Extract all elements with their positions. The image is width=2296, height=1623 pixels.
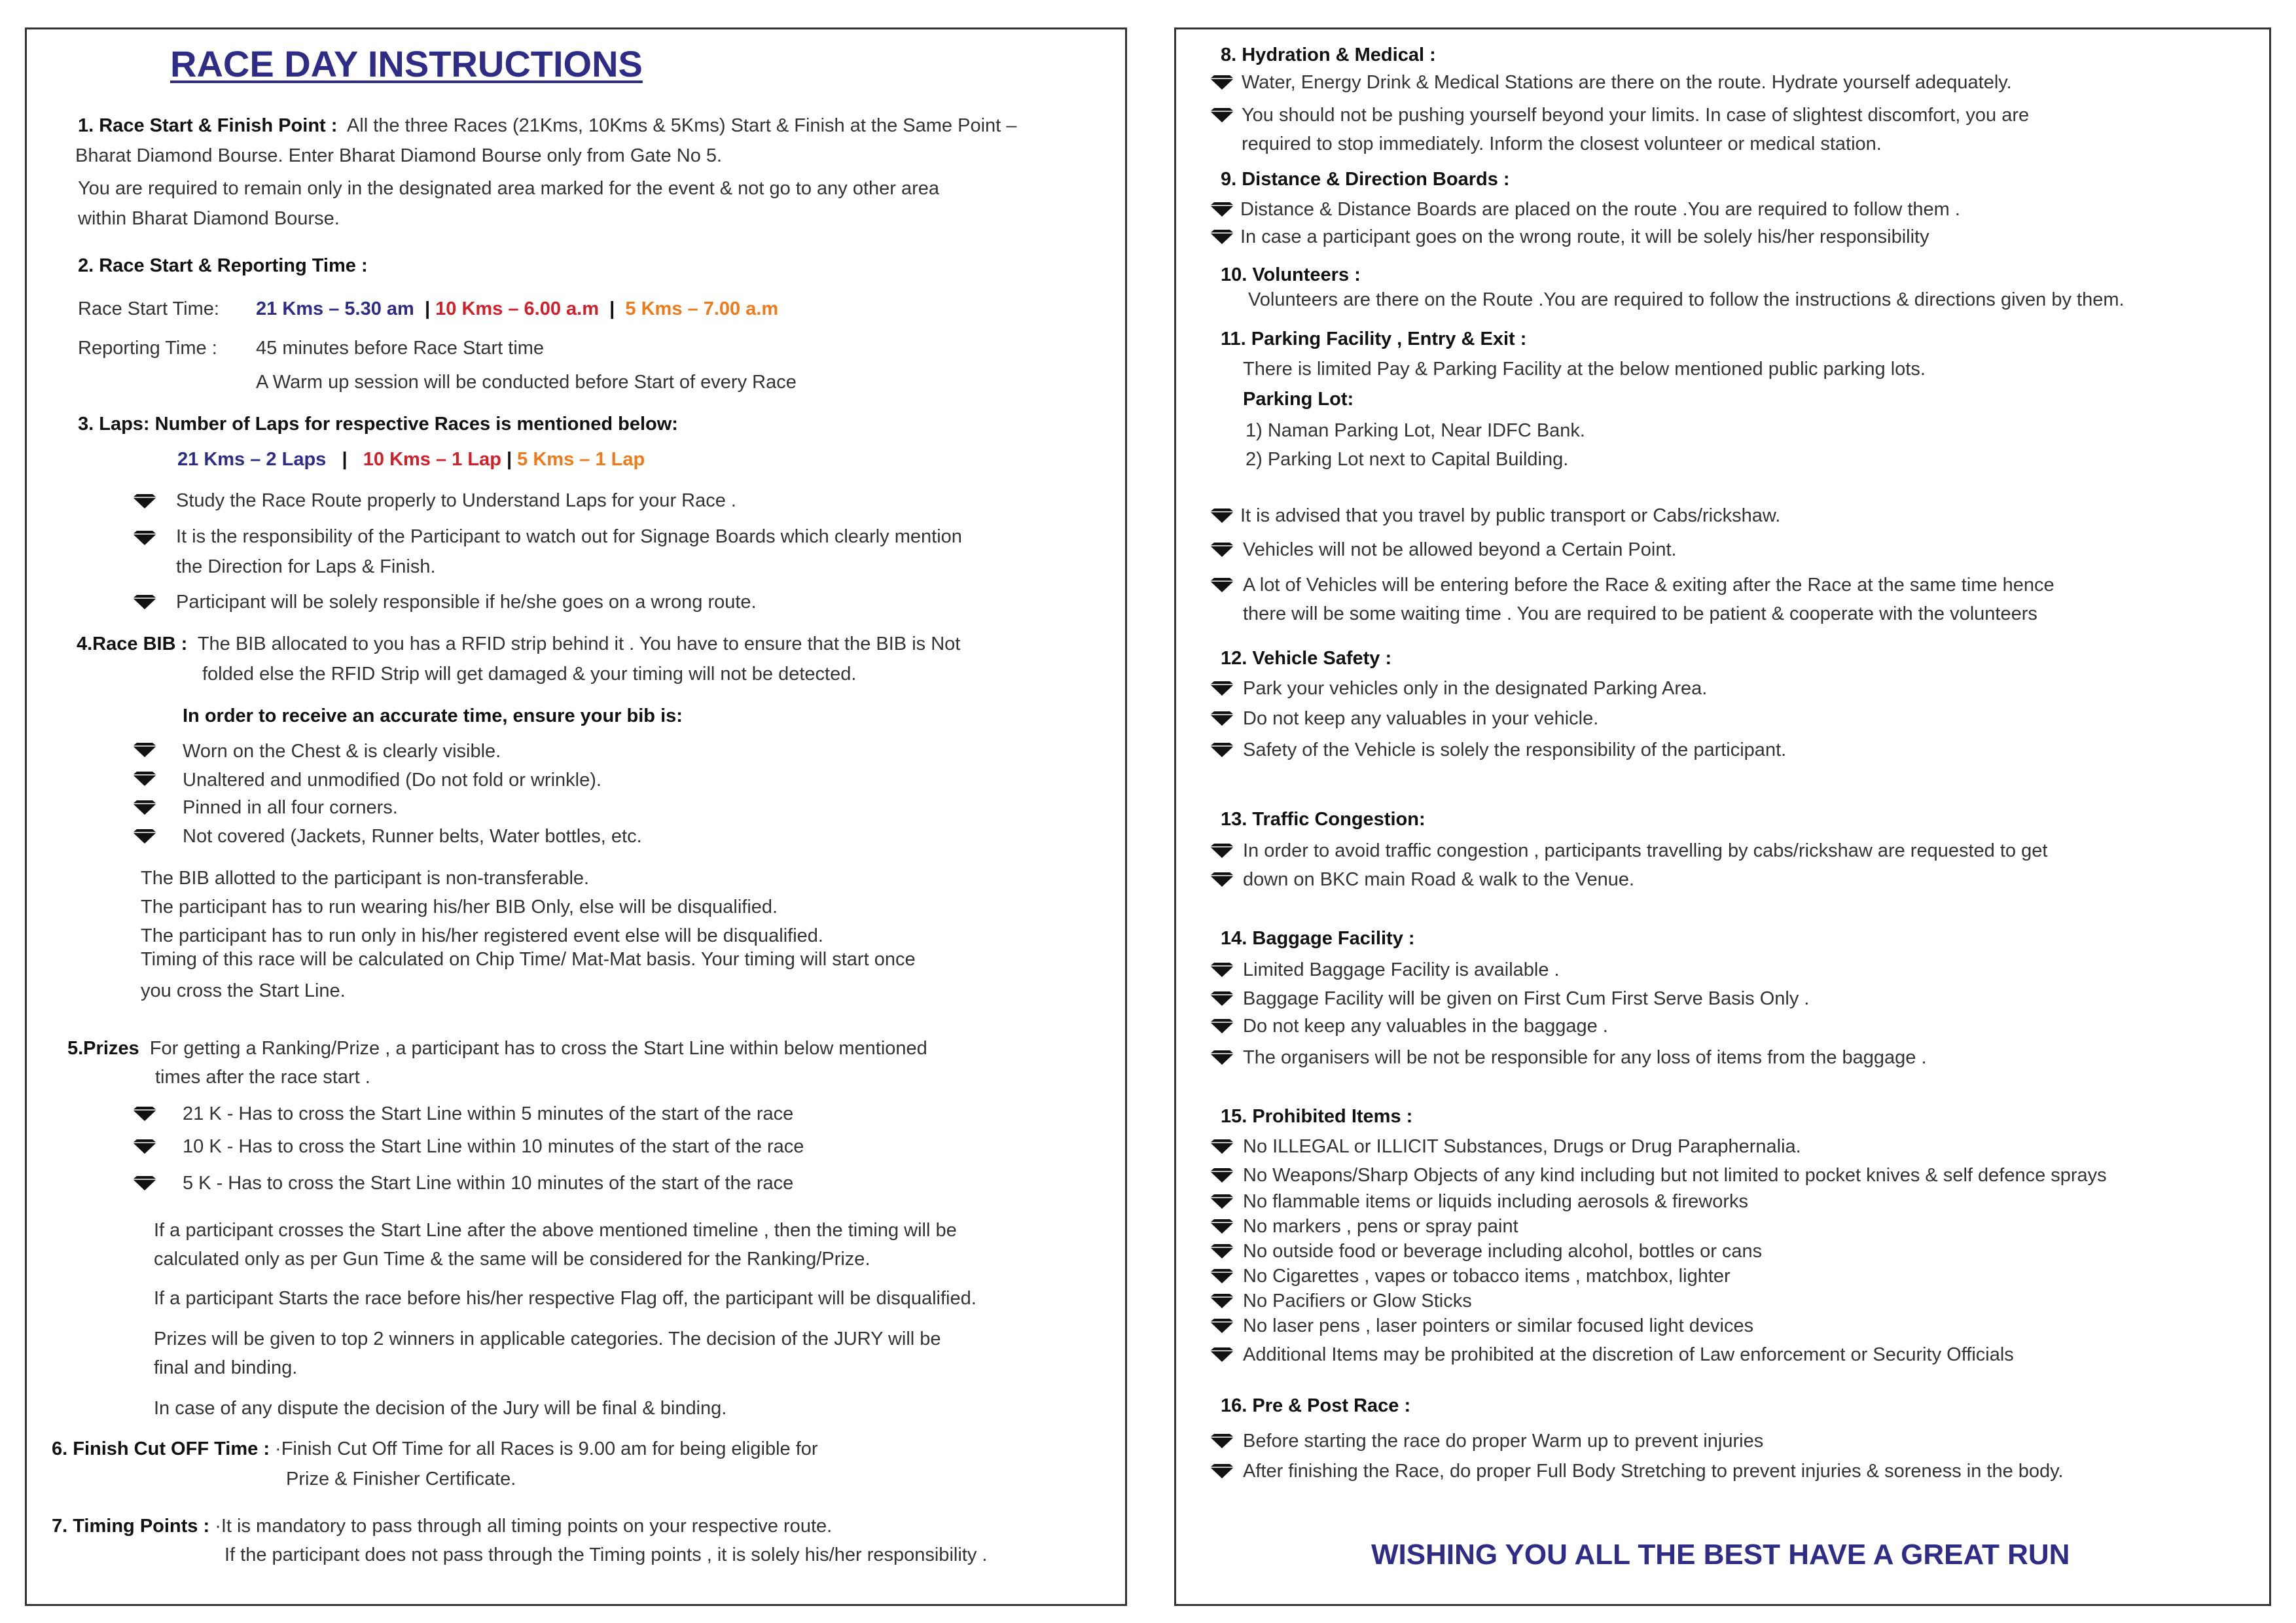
section-2-heading: 2. Race Start & Reporting Time : xyxy=(78,255,368,276)
diamond-icon xyxy=(133,800,156,815)
prize-para-1b: calculated only as per Gun Time & the same will be considered for the Ranking/Prize. xyxy=(154,1249,870,1270)
diamond-icon xyxy=(1210,872,1234,887)
baggage-bullet-3: Do not keep any valuables in the baggage . xyxy=(1243,1016,1608,1037)
diamond-icon xyxy=(133,1107,156,1121)
section-14-heading: 14. Baggage Facility : xyxy=(1221,928,1415,949)
prize-bullet-3: 5 K - Has to cross the Start Line within 10 minutes of the start of the race xyxy=(183,1173,794,1194)
section-1-line2: Bharat Diamond Bourse. Enter Bharat Diamond Bourse only from Gate No 5. xyxy=(75,145,723,166)
prize-para-3b: final and binding. xyxy=(154,1357,298,1378)
section-11-heading: 11. Parking Facility , Entry & Exit : xyxy=(1221,329,1527,349)
diamond-icon xyxy=(1210,743,1234,757)
laps-bullet-2a: It is the responsibility of the Participant to watch out for Signage Boards which clearly mention xyxy=(176,526,962,547)
bib-note-4: Timing of this race will be calculated on Chip Time/ Mat-Mat basis. Your timing will start once xyxy=(141,949,916,970)
hydration-bullet-2a: You should not be pushing yourself beyond your limits. In case of slightest discomfort, you are xyxy=(1242,105,2030,126)
diamond-icon xyxy=(1210,1050,1234,1065)
section-9-heading: 9. Distance & Direction Boards : xyxy=(1221,169,1510,190)
reporting-value: 45 minutes before Race Start time xyxy=(256,338,545,359)
bib-bullet-1: Worn on the Chest & is clearly visible. xyxy=(183,741,501,762)
prohibited-item: No outside food or beverage including alcohol, bottles or cans xyxy=(1243,1241,1763,1262)
bib-note-1: The BIB allotted to the participant is non-transferable. xyxy=(141,868,590,889)
parking-bullet-2: Vehicles will not be allowed beyond a Certain Point. xyxy=(1243,539,1677,560)
parking-lot-label: Parking Lot: xyxy=(1243,389,1354,410)
left-panel xyxy=(25,27,1127,1606)
parking-bullet-3a: A lot of Vehicles will be entering before the Race & exiting after the Race at the same time hence xyxy=(1243,575,2054,596)
section-5-line1: 5.Prizes For getting a Ranking/Prize , a participant has to cross the Start Line within below mentioned xyxy=(67,1038,927,1059)
bib-bullet-3: Pinned in all four corners. xyxy=(183,797,398,818)
parking-lot-2: 2) Parking Lot next to Capital Building. xyxy=(1246,449,1569,470)
section-6-line1: 6. Finish Cut OFF Time : ·Finish Cut Off Time for all Races is 9.00 am for being eligible for xyxy=(52,1438,818,1459)
baggage-bullet-4: The organisers will be not be responsible for any loss of items from the baggage . xyxy=(1243,1047,1927,1068)
diamond-icon xyxy=(1210,108,1234,122)
diamond-icon xyxy=(1210,1244,1234,1258)
parking-lot-1: 1) Naman Parking Lot, Near IDFC Bank. xyxy=(1246,420,1585,441)
distance-bullet-1: Distance & Distance Boards are placed on the route .You are required to follow them . xyxy=(1240,199,1960,220)
diamond-icon xyxy=(1210,1319,1234,1333)
prize-para-3a: Prizes will be given to top 2 winners in applicable categories. The decision of the JURY will be xyxy=(154,1329,941,1349)
volunteers-line: Volunteers are there on the Route .You are required to follow the instructions & directions given by them. xyxy=(1248,289,2125,310)
laps-bullet-1: Study the Race Route properly to Understand Laps for your Race . xyxy=(176,490,736,511)
distance-bullet-2: In case a participant goes on the wrong route, it will be solely his/her responsibility xyxy=(1240,226,1929,247)
baggage-bullet-2: Baggage Facility will be given on First Cum First Serve Basis Only . xyxy=(1243,988,1810,1009)
section-16-heading: 16. Pre & Post Race : xyxy=(1221,1395,1411,1416)
prize-para-2: If a participant Starts the race before his/her respective Flag off, the participant will be disqualified. xyxy=(154,1288,977,1309)
diamond-icon xyxy=(1210,1194,1234,1209)
diamond-icon xyxy=(1210,543,1234,557)
race-start-times: 21 Kms – 5.30 am | 10 Kms – 6.00 a.m | 5 Kms – 7.00 a.m xyxy=(256,298,779,319)
diamond-icon xyxy=(1210,1219,1234,1234)
section-3-heading: 3. Laps: Number of Laps for respective Races is mentioned below: xyxy=(78,414,678,435)
diamond-icon xyxy=(133,743,156,757)
diamond-icon xyxy=(1210,202,1234,217)
prohibited-item: No flammable items or liquids including aerosols & fireworks xyxy=(1243,1191,1749,1212)
diamond-icon xyxy=(1210,844,1234,858)
diamond-icon xyxy=(1210,1269,1234,1283)
right-panel xyxy=(1174,27,2271,1606)
bib-bullet-4: Not covered (Jackets, Runner belts, Water bottles, etc. xyxy=(183,826,642,847)
prohibited-item: No Pacifiers or Glow Sticks xyxy=(1243,1291,1472,1311)
hydration-bullet-2b: required to stop immediately. Inform the closest volunteer or medical station. xyxy=(1242,134,1882,154)
section-1-line3: You are required to remain only in the designated area marked for the event & not go to any other area xyxy=(78,178,940,199)
laps-list: 21 Kms – 2 Laps | 10 Kms – 1 Lap | 5 Kms – 1 Lap xyxy=(177,449,645,470)
laps-bullet-3: Participant will be solely responsible if he/she goes on a wrong route. xyxy=(176,592,757,613)
page-title: RACE DAY INSTRUCTIONS xyxy=(170,43,643,84)
parking-bullet-1: It is advised that you travel by public transport or Cabs/rickshaw. xyxy=(1240,505,1781,526)
prize-bullet-2: 10 K - Has to cross the Start Line within 10 minutes of the start of the race xyxy=(183,1136,804,1157)
baggage-bullet-1: Limited Baggage Facility is available . xyxy=(1243,959,1560,980)
prohibited-item: No Weapons/Sharp Objects of any kind including but not limited to pocket knives & self defence sprays xyxy=(1243,1165,2107,1186)
bib-bullet-2: Unaltered and unmodified (Do not fold or wrinkle). xyxy=(183,770,601,791)
prohibited-item: No Cigarettes , vapes or tobacco items , matchbox, lighter xyxy=(1243,1266,1731,1287)
prohibited-item: No ILLEGAL or ILLICIT Substances, Drugs or Drug Paraphernalia. xyxy=(1243,1136,1801,1157)
prize-bullet-1: 21 K - Has to cross the Start Line within 5 minutes of the start of the race xyxy=(183,1103,794,1124)
bib-note-2: The participant has to run wearing his/her BIB Only, else will be disqualified. xyxy=(141,897,778,918)
diamond-icon xyxy=(133,494,156,508)
parking-bullet-3b: there will be some waiting time . You are required to be patient & cooperate with the volunteers xyxy=(1243,603,2037,624)
diamond-icon xyxy=(133,829,156,844)
section-12-heading: 12. Vehicle Safety : xyxy=(1221,648,1392,669)
diamond-icon xyxy=(1210,1168,1234,1183)
section-1-line4: within Bharat Diamond Bourse. xyxy=(78,208,340,229)
hydration-bullet-1: Water, Energy Drink & Medical Stations are there on the route. Hydrate yourself adequately. xyxy=(1242,72,2012,93)
diamond-icon xyxy=(1210,1294,1234,1308)
diamond-icon xyxy=(133,1176,156,1190)
parking-line: There is limited Pay & Parking Facility at the below mentioned public parking lots. xyxy=(1243,359,1926,380)
diamond-icon xyxy=(133,595,156,609)
vehicle-bullet-1: Park your vehicles only in the designated Parking Area. xyxy=(1243,678,1708,699)
diamond-icon xyxy=(1210,1464,1234,1478)
diamond-icon xyxy=(133,531,156,545)
diamond-icon xyxy=(1210,230,1234,244)
diamond-icon xyxy=(1210,963,1234,977)
section-6-line2: Prize & Finisher Certificate. xyxy=(286,1469,516,1489)
diamond-icon xyxy=(133,772,156,786)
prize-para-4: In case of any dispute the decision of the Jury will be final & binding. xyxy=(154,1398,727,1419)
vehicle-bullet-2: Do not keep any valuables in your vehicle. xyxy=(1243,708,1599,729)
diamond-icon xyxy=(1210,578,1234,592)
diamond-icon xyxy=(1210,1434,1234,1448)
diamond-icon xyxy=(1210,75,1234,90)
race-start-label: Race Start Time: xyxy=(78,298,219,319)
pre-post-bullet-2: After finishing the Race, do proper Full Body Stretching to prevent injuries & soreness in the body. xyxy=(1243,1461,2064,1482)
bib-subheading: In order to receive an accurate time, ensure your bib is: xyxy=(183,705,683,726)
section-4-line1: 4.Race BIB : The BIB allocated to you has a RFID strip behind it . You have to ensure that the BIB is Not xyxy=(77,633,961,654)
section-10-heading: 10. Volunteers : xyxy=(1221,264,1361,285)
prohibited-item: Additional Items may be prohibited at the discretion of Law enforcement or Security Officials xyxy=(1243,1344,2014,1365)
diamond-icon xyxy=(1210,991,1234,1006)
warmup-note: A Warm up session will be conducted before Start of every Race xyxy=(256,372,797,393)
traffic-bullet-1: In order to avoid traffic congestion , participants travelling by cabs/rickshaw are requested to get xyxy=(1243,840,2048,861)
diamond-icon xyxy=(1210,1347,1234,1362)
diamond-icon xyxy=(1210,711,1234,726)
section-7-line1: 7. Timing Points : ·It is mandatory to pass through all timing points on your respective route. xyxy=(52,1516,833,1537)
section-15-heading: 15. Prohibited Items : xyxy=(1221,1106,1413,1127)
diamond-icon xyxy=(1210,508,1234,523)
vehicle-bullet-3: Safety of the Vehicle is solely the responsibility of the participant. xyxy=(1243,740,1787,760)
pre-post-bullet-1: Before starting the race do proper Warm up to prevent injuries xyxy=(1243,1431,1764,1452)
diamond-icon xyxy=(1210,681,1234,696)
section-13-heading: 13. Traffic Congestion: xyxy=(1221,809,1426,830)
prohibited-item: No markers , pens or spray paint xyxy=(1243,1216,1518,1237)
bib-note-5: you cross the Start Line. xyxy=(141,980,346,1001)
traffic-bullet-2: down on BKC main Road & walk to the Venue. xyxy=(1243,869,1635,890)
footer-slogan: WISHING YOU ALL THE BEST HAVE A GREAT RUN xyxy=(1371,1539,2070,1571)
diamond-icon xyxy=(1210,1139,1234,1154)
diamond-icon xyxy=(133,1139,156,1154)
prize-para-1a: If a participant crosses the Start Line after the above mentioned timeline , then the timing will be xyxy=(154,1220,957,1241)
diamond-icon xyxy=(1210,1019,1234,1033)
reporting-label: Reporting Time : xyxy=(78,338,217,359)
section-5-line2: times after the race start . xyxy=(155,1067,370,1088)
section-4-line2: folded else the RFID Strip will get damaged & your timing will not be detected. xyxy=(202,664,857,685)
prohibited-item: No laser pens , laser pointers or similar focused light devices xyxy=(1243,1315,1754,1336)
section-1-line1: 1. Race Start & Finish Point : All the three Races (21Kms, 10Kms & 5Kms) Start & Finish at the Same Point – xyxy=(78,115,1017,136)
bib-note-3: The participant has to run only in his/her registered event else will be disqualified. xyxy=(141,925,823,946)
section-8-heading: 8. Hydration & Medical : xyxy=(1221,45,1436,65)
section-7-line2: If the participant does not pass through the Timing points , it is solely his/her responsibility . xyxy=(224,1544,988,1565)
laps-bullet-2b: the Direction for Laps & Finish. xyxy=(176,556,436,577)
